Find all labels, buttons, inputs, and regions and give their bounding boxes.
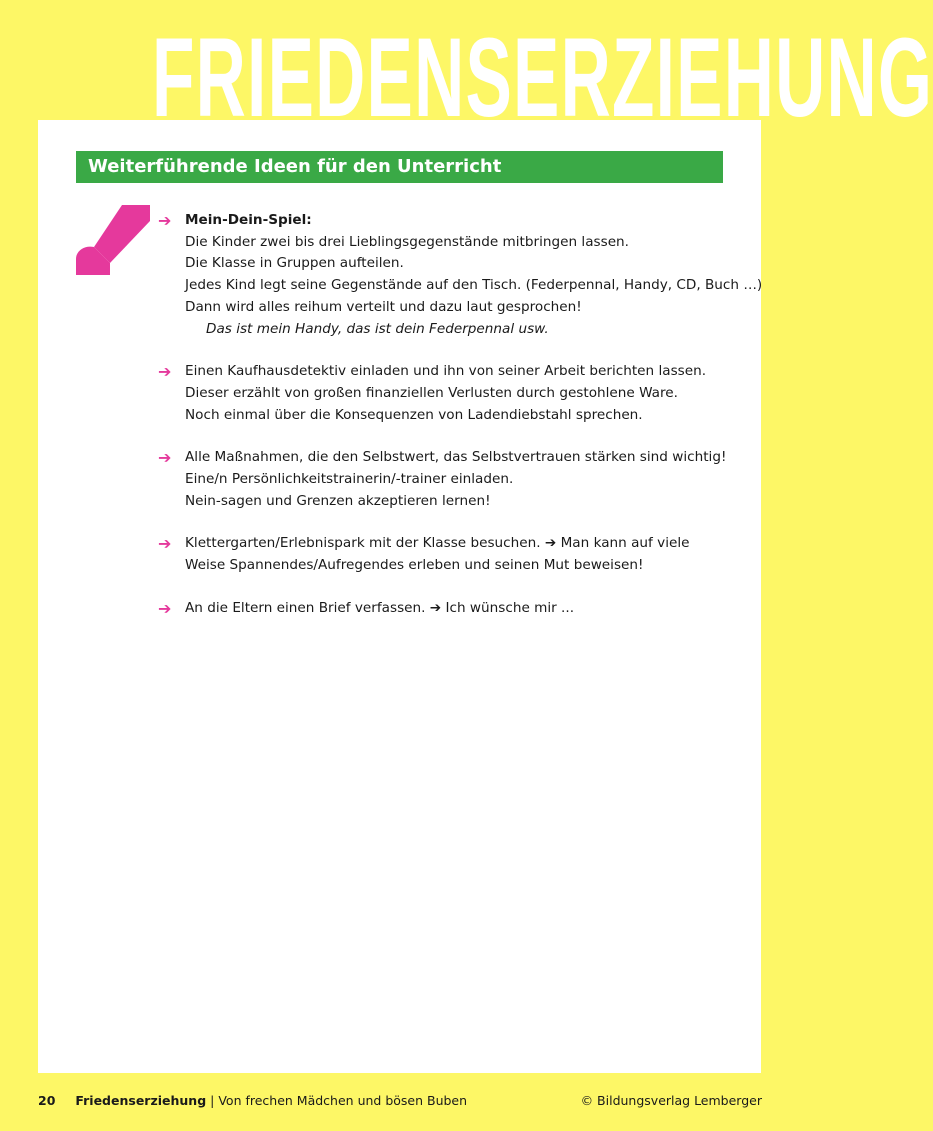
list-item <box>158 210 763 340</box>
arrow-icon: ➔ <box>158 534 172 554</box>
item-line: Die Kinder zwei bis drei Lieblingsgegenstände mitbringen lassen. <box>185 233 629 250</box>
item-example: Das ist mein Handy, das ist dein Federpennal usw. <box>206 320 549 337</box>
arrow-icon: ➔ <box>158 598 172 618</box>
item-line: Die Klasse in Gruppen aufteilen. <box>185 255 404 272</box>
ideas-list <box>158 210 763 641</box>
item-line: An die Eltern einen Brief verfassen. ➔ Ich wünsche mir ... <box>185 599 575 616</box>
item-line: Alle Maßnahmen, die den Selbstwert, das Selbstvertrauen stärken sind wichtig! <box>185 449 727 466</box>
arrow-icon: ➔ <box>158 362 172 382</box>
section-header: Weiterführende Ideen für den Unterricht <box>76 151 723 183</box>
item-line: Dann wird alles reihum verteilt und dazu laut gesprochen! <box>185 298 582 315</box>
item-line: Eine/n Persönlichkeitstrainerin/-trainer einladen. <box>185 471 514 488</box>
item-line: Noch einmal über die Konsequenzen von Ladendiebstahl sprechen. <box>185 406 643 423</box>
item-line: Einen Kaufhausdetektiv einladen und ihn von seiner Arbeit berichten lassen. <box>185 363 707 380</box>
footer-publisher: © Bildungsverlag Lemberger <box>580 1093 762 1108</box>
item-line: Nein-sagen und Grenzen akzeptieren lernen! <box>185 492 491 509</box>
pencil-icon <box>74 203 154 277</box>
list-item <box>158 447 748 512</box>
list-item <box>158 598 748 620</box>
list-item <box>158 361 748 426</box>
item-heading: Mein-Dein-Spiel: <box>185 212 312 228</box>
item-line: Weise Spannendes/Aufregendes erleben und seinen Mut beweisen! <box>185 557 644 574</box>
page-footer <box>38 1093 762 1108</box>
footer-book-title: Friedenserziehung <box>75 1093 207 1108</box>
arrow-icon: ➔ <box>158 448 172 468</box>
footer-separator: | <box>210 1093 215 1108</box>
page-number: 20 <box>38 1093 56 1108</box>
arrow-icon: ➔ <box>158 211 172 230</box>
list-item <box>158 533 748 576</box>
item-line: Dieser erzählt von großen finanziellen Verlusten durch gestohlene Ware. <box>185 384 678 401</box>
footer-subtitle: Von frechen Mädchen und bösen Buben <box>218 1093 468 1108</box>
page-title: FRIEDENSERZIEHUNG <box>152 15 933 140</box>
item-line: Jedes Kind legt seine Gegenstände auf den Tisch. (Federpennal, Handy, CD, Buch …) <box>185 277 763 294</box>
item-line: Klettergarten/Erlebnispark mit der Klasse besuchen. ➔ Man kann auf viele <box>185 535 690 552</box>
